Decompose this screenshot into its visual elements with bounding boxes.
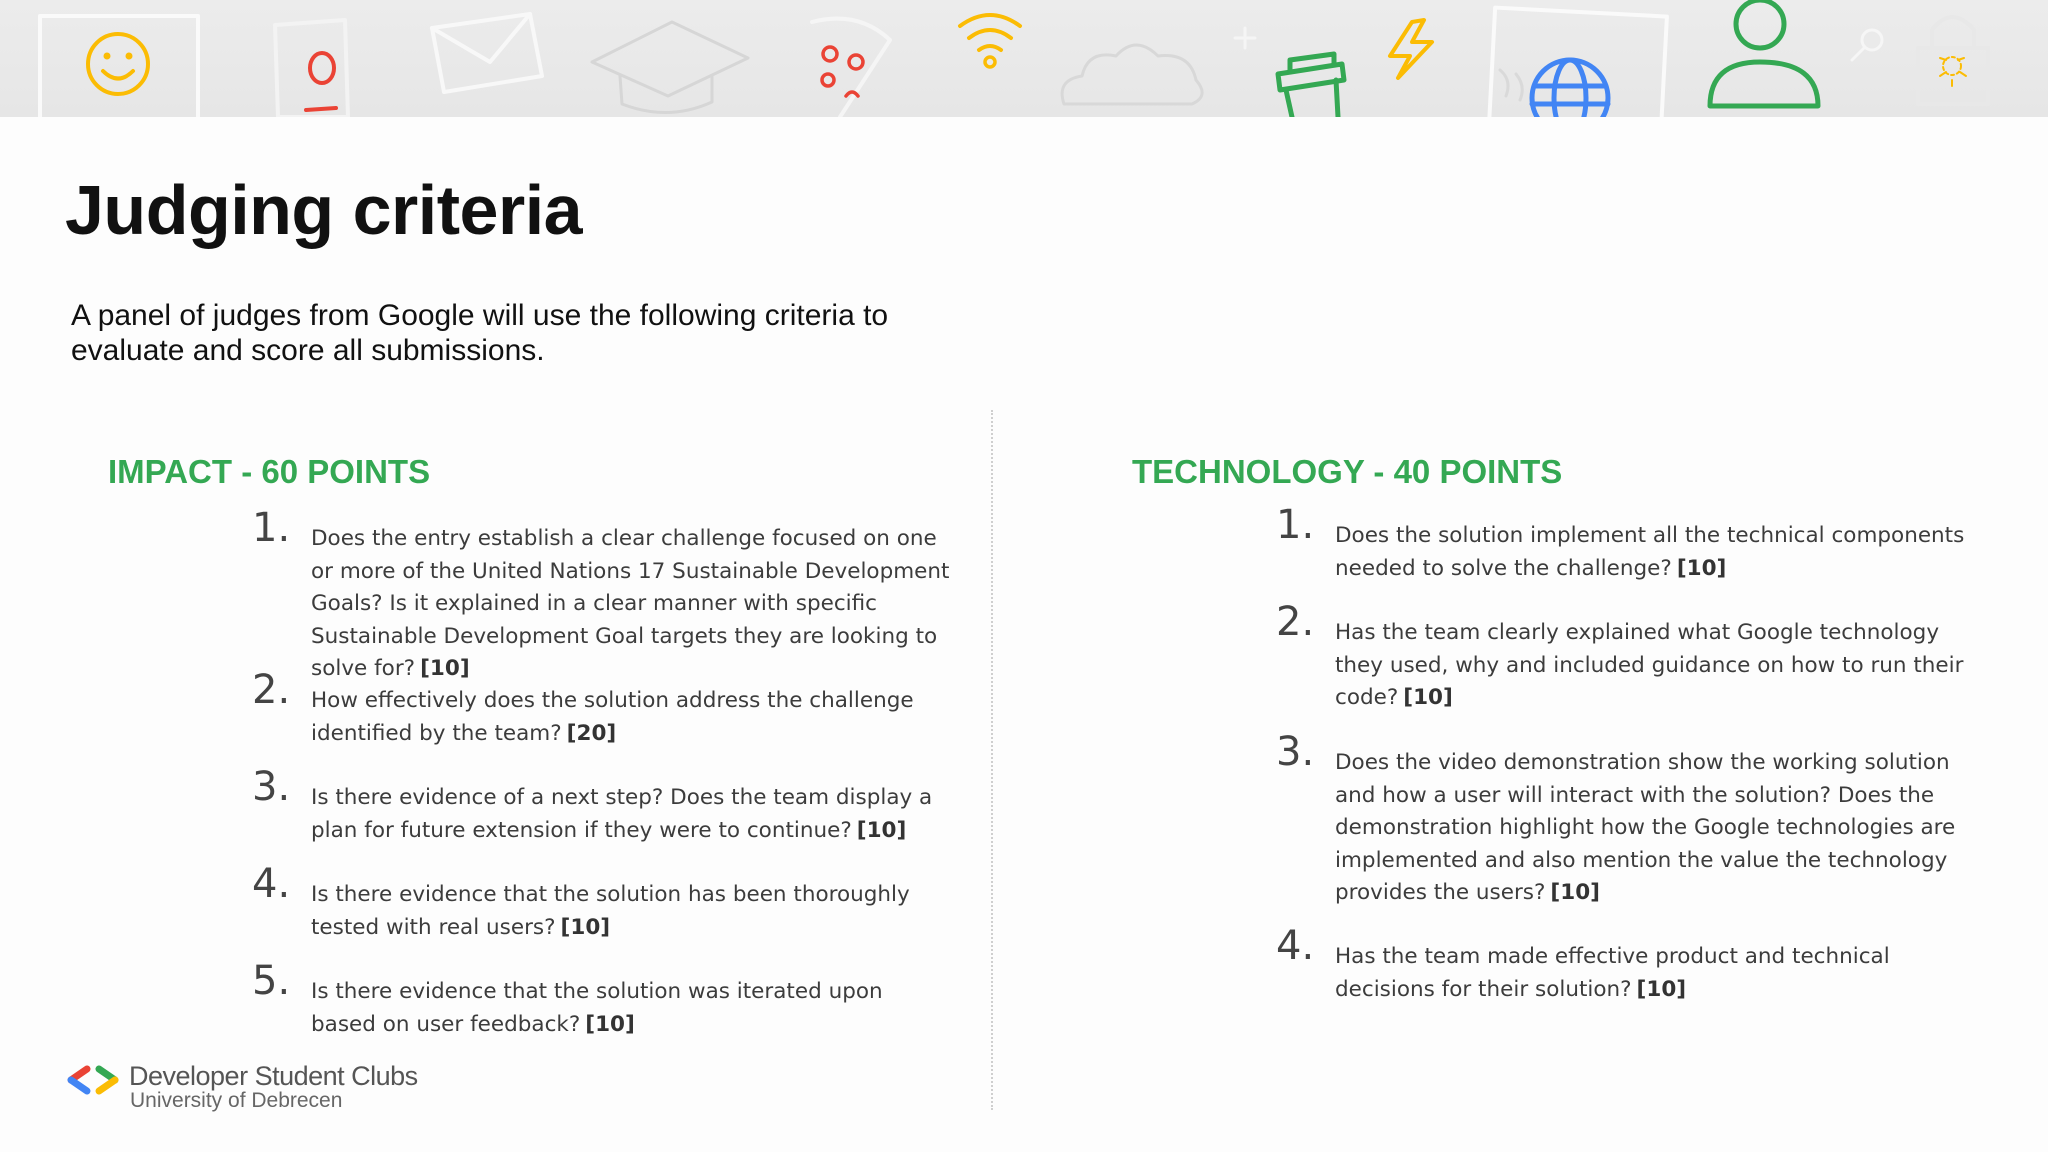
- criterion-points: [10]: [1403, 685, 1453, 710]
- criterion-points: [10]: [856, 817, 907, 843]
- column-divider: [991, 410, 993, 1110]
- criterion-number: 1.: [252, 505, 291, 551]
- criterion-number: 2.: [1276, 599, 1315, 645]
- criterion-points: [10]: [585, 1011, 635, 1037]
- criterion-text: How effectively does the solution address the challenge identified by the team? [20]: [311, 688, 914, 746]
- criterion-text: Has the team made effective product and technical decisions for their solution? [10]: [1335, 944, 1890, 1002]
- criterion-number: 1.: [1276, 502, 1315, 548]
- intro-text: A panel of judges from Google will use the following criteria to evaluate and score all submissions.: [71, 299, 889, 367]
- technology-heading: TECHNOLOGY - 40 POINTS: [1132, 453, 1563, 490]
- criterion-points: [20]: [566, 720, 617, 746]
- criterion-text: Does the video demonstration show the working solution and how a user will interact with the solution? Does the demonstration highlight how the Google technologies are implemented and also mention the value the technology provides the users? [10]: [1335, 750, 1956, 905]
- header-banner: [0, 0, 2048, 117]
- dsc-chevrons-icon: [65, 1063, 123, 1097]
- criterion-text: Does the solution implement all the technical components needed to solve the challenge? [10]: [1335, 523, 1965, 581]
- graduation-cap-icon: [592, 22, 748, 113]
- lightning-icon: [1390, 20, 1432, 78]
- criterion-text: Is there evidence of a next step? Does the team display a plan for future extension if they were to continue? [10]: [311, 785, 933, 843]
- criterion-number: 4.: [1276, 923, 1315, 969]
- criterion-number: 3.: [1276, 729, 1315, 775]
- criterion-points: [10]: [1636, 976, 1687, 1002]
- criterion-number: 2.: [252, 667, 291, 713]
- envelope-icon: [432, 14, 542, 92]
- criterion-number: 5.: [252, 958, 291, 1004]
- page-title: Judging criteria: [65, 171, 583, 249]
- coffee-cup-icon: [1278, 54, 1344, 117]
- criterion-text: Is there evidence that the solution has been thoroughly tested with real users? [10]: [311, 882, 910, 940]
- criterion-text: Is there evidence that the solution was iterated upon based on user feedback? [10]: [311, 979, 883, 1037]
- smiley-icon: [88, 34, 148, 94]
- criterion-points: [10]: [1550, 880, 1600, 905]
- criterion-points: [10]: [1676, 555, 1727, 581]
- university-name: University of Debrecen: [130, 1089, 343, 1112]
- pizza-icon: [812, 19, 890, 117]
- criterion-text: Has the team clearly explained what Google technology they used, why and included guidance on how to run their code? [10]: [1335, 620, 1964, 710]
- org-name: Developer Student Clubs: [129, 1061, 418, 1091]
- criterion-points: [10]: [560, 914, 611, 940]
- impact-heading: IMPACT - 60 POINTS: [108, 453, 431, 490]
- globe-icon: [1532, 60, 1608, 117]
- wifi-icon: [960, 15, 1020, 67]
- criterion-points: [10]: [420, 656, 470, 681]
- book-icon: [275, 20, 348, 117]
- cloud-icon: [1062, 45, 1202, 104]
- criterion-number: 3.: [252, 764, 291, 810]
- criterion-number: 4.: [252, 861, 291, 907]
- lock-icon: [1918, 17, 1988, 104]
- person-icon: [1710, 0, 1818, 106]
- criterion-text: Does the entry establish a clear challenge focused on one or more of the United Nations 17 Sustainable Development Goals? Is it explained in a clear manner with specific Sustainable Development Goal targets they are looking to solve for? [10]: [311, 526, 950, 681]
- dsc-logo: [65, 1061, 418, 1112]
